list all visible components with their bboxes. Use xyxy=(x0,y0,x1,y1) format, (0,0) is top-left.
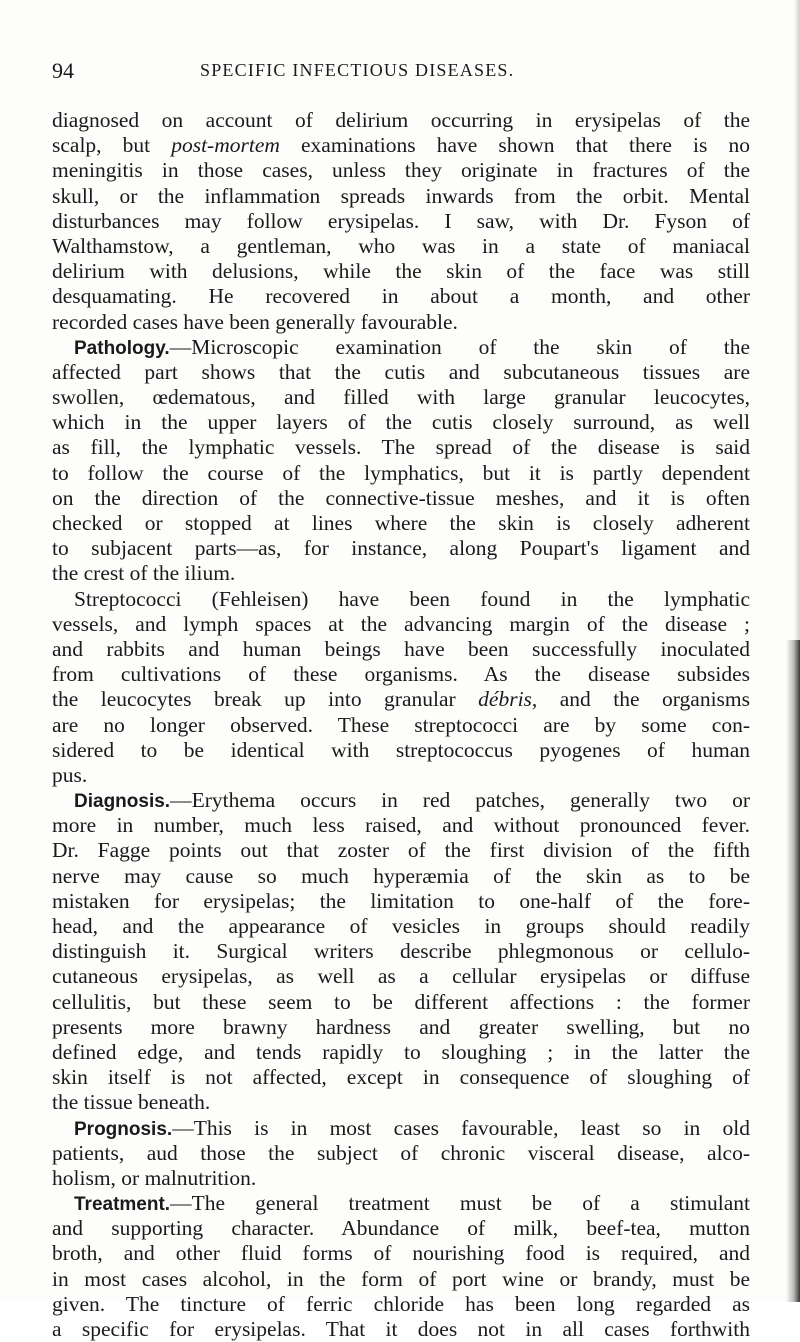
line-text: delirium with delusions, while the skin of the face was still xyxy=(52,259,750,284)
text-line xyxy=(52,461,750,486)
text-line xyxy=(52,1065,750,1090)
line-text: as fill, the lymphatic vessels. The spread of the disease is said xyxy=(52,435,750,460)
line-text: defined edge, and tends rapidly to sloughing ; in the latter the xyxy=(52,1039,750,1064)
page-edge-shadow-top xyxy=(794,0,800,640)
italic-term: débris xyxy=(478,687,532,712)
section-heading: Treatment. xyxy=(74,1194,171,1216)
line-text: to follow the course of the lymphatics, but it is partly dependent xyxy=(52,460,750,485)
line-text: the leucocytes break up into granular xyxy=(52,687,479,712)
line-text: disturbances may follow erysipelas. I saw, with Dr. Fyson of xyxy=(52,208,750,233)
text-line xyxy=(52,133,750,158)
text-line xyxy=(52,1040,750,1065)
text-line xyxy=(52,813,750,838)
text-line xyxy=(52,234,750,259)
line-text: recorded cases have been generally favourable. xyxy=(52,309,458,334)
line-text: holism, or malnutrition. xyxy=(52,1165,257,1190)
line-text: a specific for erysipelas. That it does not in all cases forthwith xyxy=(52,1317,750,1341)
text-line xyxy=(52,410,750,435)
text-line xyxy=(52,561,750,586)
page-header xyxy=(52,58,752,88)
text-line xyxy=(52,763,750,788)
line-text: skull, or the inflammation spreads inwards from the orbit. Mental xyxy=(52,183,750,208)
line-text: and supporting character. Abundance of milk, beef-tea, mutton xyxy=(52,1216,750,1241)
line-text: —Erythema occurs in red patches, generally two or xyxy=(170,788,750,813)
line-text: sidered to be identical with streptococcus pyogenes of human xyxy=(52,737,750,762)
line-text: cutaneous erysipelas, as well as a cellular erysipelas or diffuse xyxy=(52,964,750,989)
text-line xyxy=(52,587,750,612)
line-text: scalp, but xyxy=(52,133,172,158)
text-line xyxy=(52,1317,750,1342)
text-line xyxy=(52,1141,750,1166)
line-text: desquamating. He recovered in about a month, and other xyxy=(52,284,750,309)
text-line xyxy=(52,713,750,738)
line-text: cellulitis, but these seem to be different affections : the former xyxy=(52,989,750,1014)
line-text: and rabbits and human beings have been successfully inoculated xyxy=(52,636,750,661)
text-line xyxy=(52,284,750,309)
text-line xyxy=(52,310,750,335)
section-heading: Diagnosis. xyxy=(74,791,171,813)
text-line xyxy=(52,939,750,964)
line-text: more in number, much less raised, and without pronounced fever. xyxy=(52,813,750,838)
line-text: —This is in most cases favourable, least so in old xyxy=(172,1115,750,1140)
line-text: pus. xyxy=(52,762,88,787)
line-text: given. The tincture of ferric chloride has been long regarded as xyxy=(52,1291,750,1316)
line-text: swollen, œdematous, and filled with large granular leucocytes, xyxy=(52,385,750,410)
line-text: diagnosed on account of delirium occurring in erysipelas of the xyxy=(52,108,750,132)
text-line xyxy=(52,385,750,410)
line-text: presents more brawny hardness and greater swelling, but no xyxy=(52,1014,750,1039)
line-text: to subjacent parts—as, for instance, along Poupart's ligament and xyxy=(52,536,750,561)
line-text: —The general treatment must be of a stimulant xyxy=(170,1191,750,1216)
text-line xyxy=(52,1090,750,1115)
italic-term: post-mortem xyxy=(171,133,280,158)
line-text: head, and the appearance of vesicles in groups should readily xyxy=(52,914,750,938)
text-line xyxy=(52,1116,750,1141)
line-text: mistaken for erysipelas; the limitation to one-half of the fore- xyxy=(52,888,750,913)
line-text: which in the upper layers of the cutis closely surround, as well xyxy=(52,410,750,435)
text-line xyxy=(52,536,750,561)
line-text: patients, aud those the subject of chronic visceral disease, alco- xyxy=(52,1140,750,1165)
line-text: skin itself is not affected, except in consequence of sloughing of xyxy=(52,1065,750,1090)
line-text: vessels, and lymph spaces at the advancing margin of the disease ; xyxy=(52,611,750,636)
text-line xyxy=(52,738,750,763)
line-text: Dr. Fagge points out that zoster of the first division of the fifth xyxy=(52,838,750,863)
line-text: are no longer observed. These streptococci are by some con- xyxy=(52,712,750,737)
line-text: , and the organisms xyxy=(531,687,750,712)
line-text: meningitis in those cases, unless they originate in fractures of the xyxy=(52,158,750,183)
text-line xyxy=(52,1292,750,1317)
text-line xyxy=(52,108,750,133)
line-text: Streptococci (Fehleisen) have been found in the lymphatic xyxy=(74,586,750,611)
line-text: nerve may cause so much hyperæmia of the skin as to be xyxy=(52,863,750,888)
text-line xyxy=(52,335,750,360)
text-line xyxy=(52,360,750,385)
line-text: affected part shows that the cutis and subcutaneous tissues are xyxy=(52,359,750,384)
text-line xyxy=(52,1191,750,1216)
text-line xyxy=(52,184,750,209)
section-heading: Pathology. xyxy=(74,337,170,359)
text-line xyxy=(52,612,750,637)
body-text xyxy=(52,108,750,1342)
text-line xyxy=(52,1216,750,1241)
text-line xyxy=(52,1241,750,1266)
text-line xyxy=(52,486,750,511)
text-line xyxy=(52,889,750,914)
text-line xyxy=(52,1015,750,1040)
line-text: Walthamstow, a gentleman, who was in a state of maniacal xyxy=(52,233,750,258)
text-line xyxy=(52,964,750,989)
line-text: on the direction of the connective-tissue meshes, and it is often xyxy=(52,485,750,510)
page-number: 94 xyxy=(52,58,74,83)
line-text: checked or stopped at lines where the skin is closely adherent xyxy=(52,511,750,535)
line-text: in most cases alcohol, in the form of port wine or brandy, must be xyxy=(52,1266,750,1291)
line-text: the crest of the ilium. xyxy=(52,561,236,586)
text-line xyxy=(52,687,750,712)
line-text: broth, and other fluid forms of nourishing food is required, and xyxy=(52,1241,750,1266)
text-line xyxy=(52,990,750,1015)
line-text: examinations have shown that there is no xyxy=(279,133,750,158)
running-head: SPECIFIC INFECTIOUS DISEASES. xyxy=(200,60,515,80)
text-line xyxy=(52,864,750,889)
text-line xyxy=(52,435,750,460)
section-heading: Prognosis. xyxy=(74,1118,173,1140)
page-edge-shadow xyxy=(786,640,800,1302)
line-text: from cultivations of these organisms. As the disease subsides xyxy=(52,662,750,687)
text-line xyxy=(52,209,750,234)
text-line xyxy=(52,511,750,536)
text-line xyxy=(52,1267,750,1292)
text-line xyxy=(52,1166,750,1191)
line-text: the tissue beneath. xyxy=(52,1090,211,1115)
text-line xyxy=(52,158,750,183)
text-line xyxy=(52,788,750,813)
text-line xyxy=(52,662,750,687)
line-text: —Microscopic examination of the skin of the xyxy=(169,334,750,359)
text-line xyxy=(52,637,750,662)
line-text: distinguish it. Surgical writers describe phlegmonous or cellulo- xyxy=(52,939,750,964)
text-line xyxy=(52,259,750,284)
text-line xyxy=(52,914,750,939)
text-line xyxy=(52,838,750,863)
